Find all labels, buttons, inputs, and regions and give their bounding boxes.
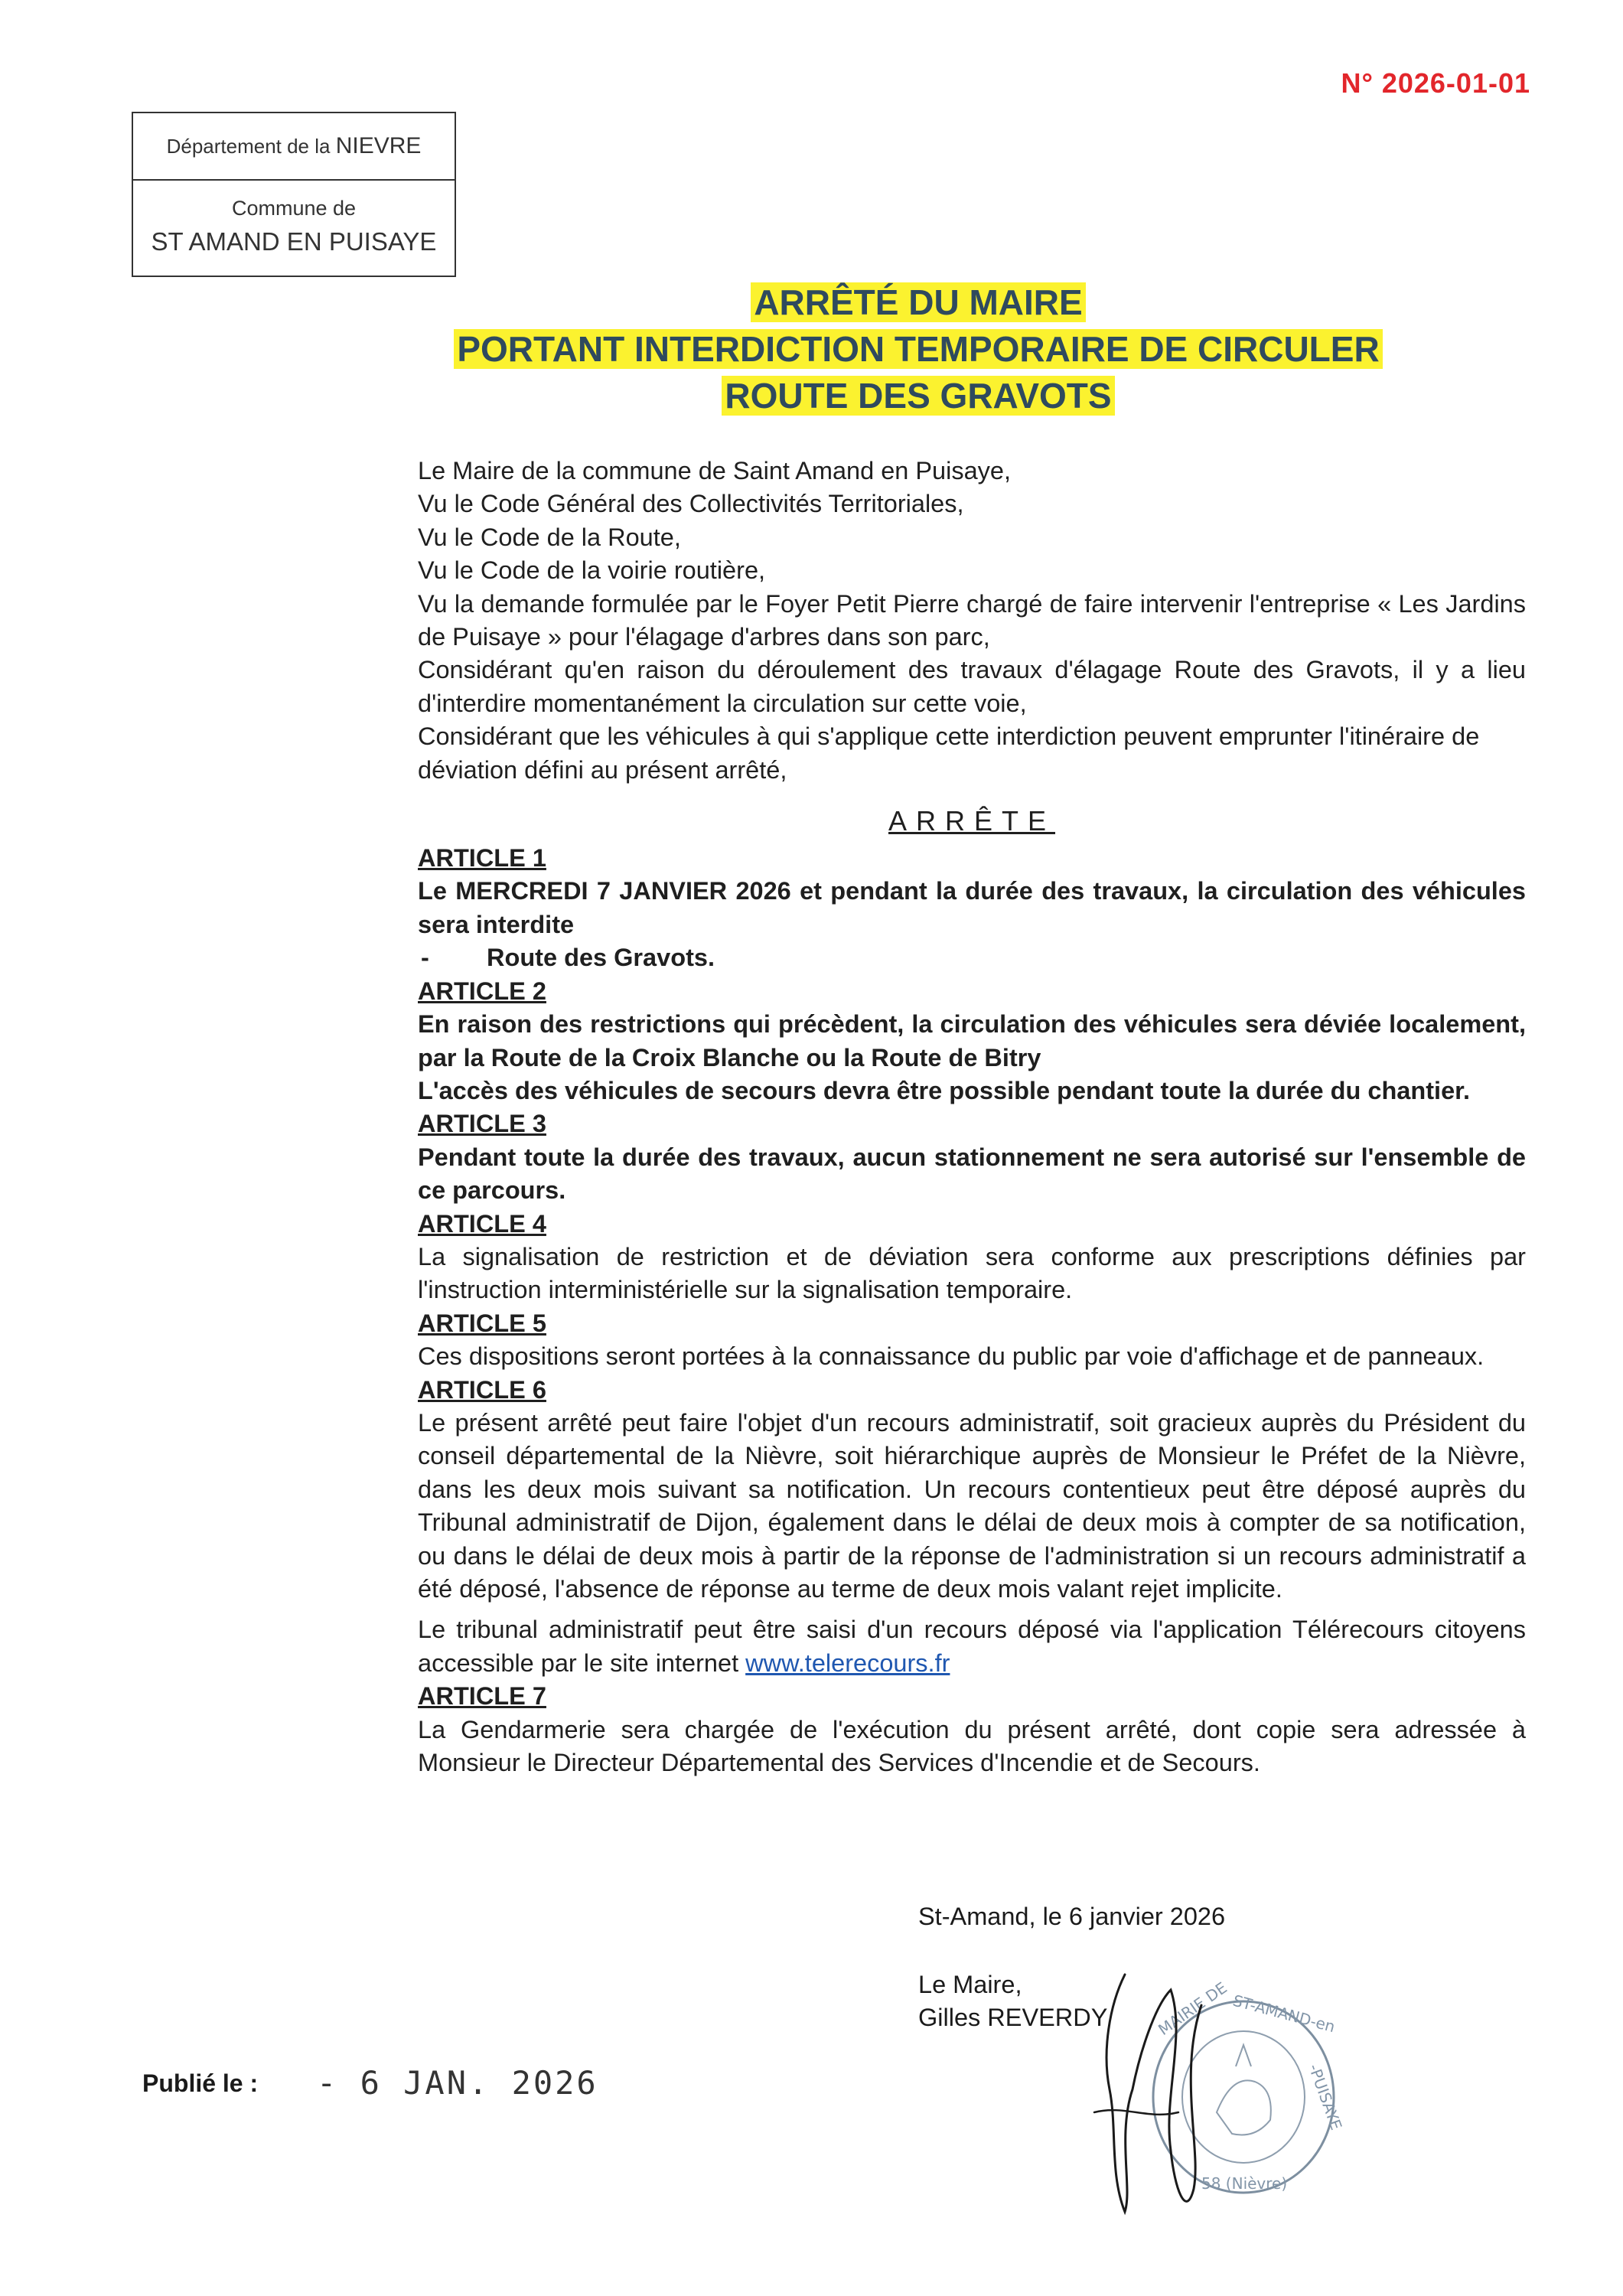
department-label: Département de la — [166, 135, 336, 158]
title-line-1: ARRÊTÉ DU MAIRE — [751, 282, 1085, 322]
article-2-text-2: L'accès des véhicules de secours devra être possible pendant toute la durée du chantier. — [418, 1076, 1471, 1104]
article-6-title: ARTICLE 6 — [418, 1375, 546, 1404]
arrete-heading: ARRÊTE — [888, 805, 1056, 837]
article-1-text: Le MERCREDI 7 JANVIER 2026 et pendant la durée des travaux, la circulation des véhicules sera interdite — [418, 877, 1526, 938]
department-line — [133, 113, 455, 181]
document-body — [418, 455, 1526, 1779]
commune-name: ST AMAND EN PUISAYE — [151, 227, 437, 256]
article-6-text-2-body: Le tribunal administratif peut être saisi d'un recours déposé via l'application Télérecours citoyens accessible par le site internet — [418, 1616, 1526, 1677]
preamble-line: Considérant qu'en raison du déroulement des travaux d'élagage Route des Gravots, il y a lieu d'interdire momentanément la circulation sur cette voie, — [418, 656, 1526, 717]
preamble-line: Considérant que les véhicules à qui s'applique cette interdiction peuvent emprunter l'itinéraire de déviation défini au présent arrêté, — [418, 722, 1480, 784]
article-5-text: Ces dispositions seront portées à la connaissance du public par voie d'affichage et de panneaux. — [418, 1342, 1484, 1371]
article-5-title: ARTICLE 5 — [418, 1309, 546, 1337]
commune-block — [133, 181, 455, 259]
dash: - — [421, 944, 429, 972]
svg-text:MAIRIE DE: MAIRIE DE — [1155, 1978, 1230, 2040]
svg-text:ST-AMAND-en: ST-AMAND-en — [1230, 1991, 1338, 2037]
department-name: NIEVRE — [335, 133, 422, 158]
preamble-line: Vu le Code de la Route, — [418, 523, 681, 551]
article-7-title: ARTICLE 7 — [418, 1682, 546, 1711]
svg-text:-PUISAYE: -PUISAYE — [1305, 2061, 1346, 2133]
article-3-title: ARTICLE 3 — [418, 1110, 546, 1138]
preamble-line: Vu le Code de la voirie routière, — [418, 556, 766, 585]
article-4-text: La signalisation de restriction et de déviation sera conforme aux prescriptions définies par l'instruction interministérielle sur la signalisation temporaire. — [418, 1242, 1526, 1304]
title-line-2: PORTANT INTERDICTION TEMPORAIRE DE CIRCULER — [454, 329, 1382, 369]
signature-place-date: St-Amand, le 6 janvier 2026 — [918, 1903, 1226, 1930]
article-3-text: Pendant toute la durée des travaux, aucun stationnement ne sera autorisé sur l'ensemble de ce parcours. — [418, 1143, 1526, 1205]
commune-label: Commune de — [231, 197, 357, 220]
article-2-text-1: En raison des restrictions qui précèdent, la circulation des véhicules sera déviée localement, par la Route de la Croix Blanche ou la Route de Bitry — [418, 1010, 1526, 1071]
telerecours-link[interactable]: www.telerecours.fr — [745, 1649, 950, 1677]
article-6-text-2 — [418, 1613, 1526, 1680]
published-date-stamp: - 6 JAN. 2026 — [317, 2064, 598, 2102]
signature-name: Gilles REVERDY — [918, 2004, 1108, 2031]
mayor-stamp-and-signature — [1079, 1959, 1346, 2235]
article-4-title: ARTICLE 4 — [418, 1209, 546, 1238]
article-7-text: La Gendarmerie sera chargée de l'exécution du présent arrêté, dont copie sera adressée à Monsieur le Directeur Départemental des Services d'Incendie et de Secours. — [418, 1715, 1526, 1777]
official-seal — [1153, 1978, 1346, 2193]
article-1-item-text: Route des Gravots. — [487, 944, 715, 972]
preamble-line: Vu le Code Général des Collectivités Territoriales, — [418, 490, 964, 518]
page-title — [306, 279, 1530, 419]
decree-reference-number: N° 2026-01-01 — [1341, 67, 1530, 99]
article-6-text-1: Le présent arrêté peut faire l'objet d'un recours administratif, soit gracieux auprès du Président du conseil départemental de la Nièvre, soit hiérarchique auprès de Monsieur le Préfet de la Nièvre, dans les deux mois suivant sa notification. Un recours contentieux peut être déposé auprès du Tribunal administratif de Dijon, également dans le délai de deux mois à compter de sa notification, ou dans le délai de deux mois à partir de la réponse de l'administration si un recours administratif a été déposé, l'absence de réponse au terme de deux mois valant rejet implicite. — [418, 1408, 1526, 1603]
signature-role: Le Maire, — [918, 1971, 1022, 1998]
preamble-line: Vu la demande formulée par le Foyer Petit Pierre chargé de faire intervenir l'entreprise « Les Jardins de Puisaye » pour l'élagage d'arbres dans son parc, — [418, 589, 1526, 651]
published-label: Publié le : — [142, 2069, 259, 2097]
preamble-line: Le Maire de la commune de Saint Amand en Puisaye, — [418, 457, 1012, 484]
header-box — [132, 112, 456, 277]
article-1-title: ARTICLE 1 — [418, 844, 546, 872]
article-1-item — [418, 941, 1526, 974]
article-2-title: ARTICLE 2 — [418, 977, 546, 1005]
svg-text:58 (Nièvre): 58 (Nièvre) — [1201, 2174, 1288, 2193]
title-line-3: ROUTE DES GRAVOTS — [722, 376, 1114, 416]
